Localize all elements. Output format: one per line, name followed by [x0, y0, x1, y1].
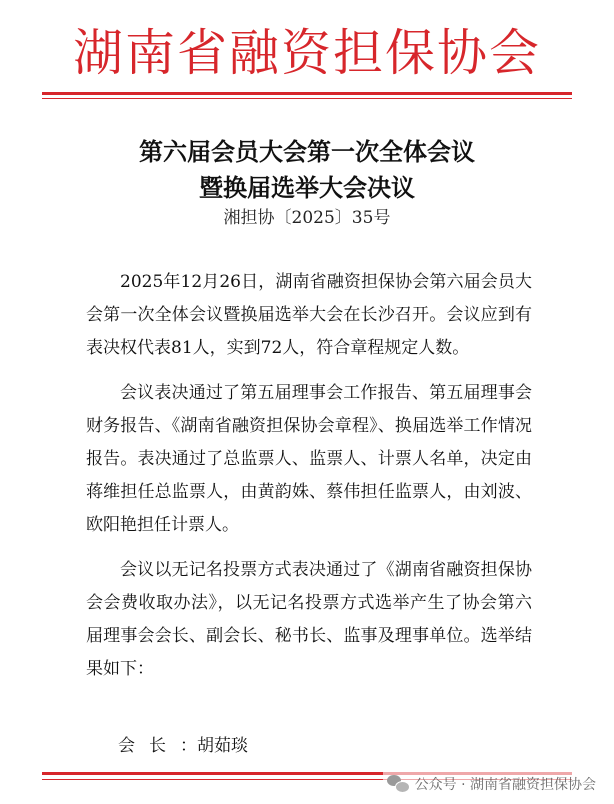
document-title-line1: 第六届会员大会第一次全体会议	[139, 137, 475, 166]
paragraph-election: 会议以无记名投票方式表决通过了《湖南省融资担保协会会费收取办法》，以无记名投票方式选举产生了协会第六届理事会会长、副会长、秘书长、监事及理事单位。选举结果如下：	[86, 560, 532, 679]
document-body	[86, 266, 532, 698]
letterhead-title: 湖南省融资担保协会	[73, 24, 541, 82]
letterhead-rule-thick	[42, 92, 572, 95]
election-result-president	[118, 734, 248, 758]
wechat-icon	[387, 775, 409, 793]
paragraph-meeting-info: 2025年12月26日，湖南省融资担保协会第六届会员大会第一次全体会议暨换届选举大会在长沙召开。会议应到有表决权代表81人，实到72人，符合章程规定人数。	[86, 272, 532, 358]
election-separator: ：	[180, 736, 197, 756]
paragraph-approvals: 会议表决通过了第五届理事会工作报告、第五届理事会财务报告、《湖南省融资担保协会章程》、换届选举工作情况报告。表决通过了总监票人、监票人、计票人名单，决定由蒋维担任总监票人，由黄韵姝、蔡伟担任监票人，由刘波、欧阳艳担任计票人。	[86, 383, 532, 535]
watermark-text: 公众号 · 湖南省融资担保协会	[414, 777, 596, 793]
document-number: 湘担协〔2025〕35号	[223, 208, 391, 228]
document-title-line2: 暨换届选举大会决议	[199, 173, 415, 202]
letterhead-rule-thin	[42, 98, 572, 99]
election-role: 会长	[118, 736, 180, 756]
election-name: 胡茹琰	[197, 736, 248, 756]
wechat-watermark	[383, 772, 600, 796]
